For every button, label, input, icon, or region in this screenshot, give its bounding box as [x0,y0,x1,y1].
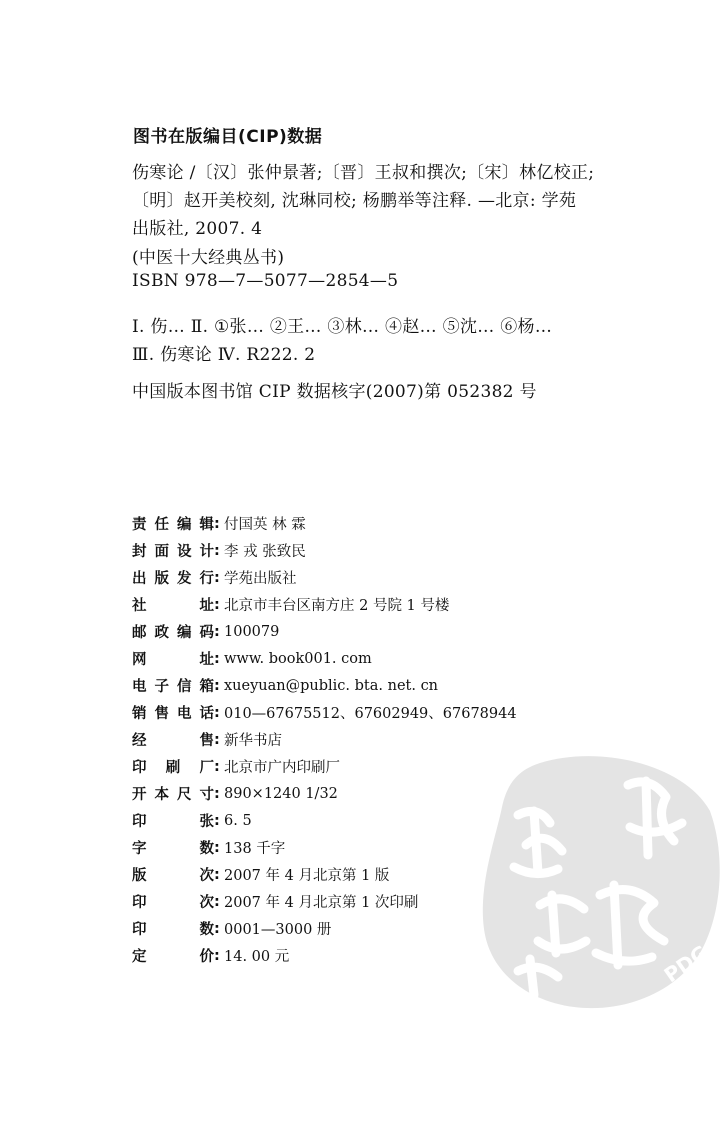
info-value: xueyuan@public. bta. net. cn [224,677,439,694]
cip-heading: 图书在版编目(CIP)数据 [133,127,323,147]
pdg-watermark-text: PDG [659,940,713,988]
cip-classification-2: Ⅲ. 伤寒论 Ⅳ. R222. 2 [132,345,316,365]
info-value: 890×1240 1/32 [224,785,338,802]
info-label: 印张 [132,814,214,830]
info-row-printing: 印次 : 2007 年 4 月北京第 1 次印刷 [132,888,652,915]
info-value: 2007 年 4 月北京第 1 版 [224,868,390,884]
info-value: 138 千字 [224,841,286,857]
cip-classification-1: Ⅰ. 伤… Ⅱ. ①张… ②王… ③林… ④赵… ⑤沈… ⑥杨… [132,317,553,337]
info-label: 印次 [132,895,214,911]
info-value: 李 戎 张致民 [224,544,306,560]
info-label: 字数 [132,841,214,857]
info-value: www. book001. com [224,650,372,667]
info-label: 经售 [132,733,214,749]
info-label: 封面设计 [132,544,214,560]
info-value: 新华书店 [224,733,282,749]
info-value: 付国英 林 霖 [224,517,306,533]
info-row-publisher: 出版发行 : 学苑出版社 [132,564,652,591]
info-value: 北京市广内印刷厂 [224,760,340,776]
info-value: 100079 [224,623,280,640]
info-label: 开本尺寸 [132,787,214,803]
info-label: 责任编辑 [132,517,214,533]
info-label: 社址 [132,598,214,614]
cip-record-number: 中国版本图书馆 CIP 数据核字(2007)第 052382 号 [132,382,537,402]
cip-line-1: 伤寒论 /〔汉〕张仲景著;〔晋〕王叔和撰次;〔宋〕林亿校正; [132,163,595,183]
cip-series: (中医十大经典丛书) [132,248,285,268]
info-label: 版次 [132,868,214,884]
info-value: 14. 00 元 [224,949,290,965]
info-value: 2007 年 4 月北京第 1 次印刷 [224,895,419,911]
pdg-seal-watermark [478,745,723,1015]
info-label: 定价 [132,949,214,965]
info-row-sales-phone: 销售电话 : 010—67675512、67602949、67678944 [132,699,652,726]
cip-line-2: 〔明〕赵开美校刻, 沈琳同校; 杨鹏举等注释. —北京: 学苑 [132,191,577,211]
info-row-edition: 版次 : 2007 年 4 月北京第 1 版 [132,861,652,888]
info-label: 销售电话 [132,706,214,722]
info-label: 电子信箱 [132,679,214,695]
info-row-print-run: 印数 : 0001—3000 册 [132,915,652,942]
info-row-email: 电子信箱 : xueyuan@public. bta. net. cn [132,672,652,699]
info-value: 6. 5 [224,812,252,829]
info-label: 网址 [132,652,214,668]
info-label: 印数 [132,922,214,938]
cip-isbn: ISBN 978—7—5077—2854—5 [132,271,399,291]
info-row-distributor: 经售 : 新华书店 [132,726,652,753]
info-row-sheets: 印张 : 6. 5 [132,807,652,834]
info-row-format: 开本尺寸 : 890×1240 1/32 [132,780,652,807]
info-row-address: 社址 : 北京市丰台区南方庄 2 号院 1 号楼 [132,591,652,618]
info-row-price: 定价 : 14. 00 元 [132,942,652,969]
info-value: 学苑出版社 [224,571,297,587]
info-row-postcode: 邮政编码 : 100079 [132,618,652,645]
info-row-editor: 责任编辑 : 付国英 林 霖 [132,510,652,537]
info-row-word-count: 字数 : 138 千字 [132,834,652,861]
info-row-website: 网址 : www. book001. com [132,645,652,672]
info-row-cover-design: 封面设计 : 李 戎 张致民 [132,537,652,564]
info-row-printer: 印刷厂 : 北京市广内印刷厂 [132,753,652,780]
info-value: 北京市丰台区南方庄 2 号院 1 号楼 [224,598,450,614]
cip-line-3: 出版社, 2007. 4 [132,219,263,239]
info-label: 印刷厂 [132,760,214,776]
info-label: 出版发行 [132,571,214,587]
info-value: 010—67675512、67602949、67678944 [224,706,517,722]
info-label: 邮政编码 [132,625,214,641]
info-value: 0001—3000 册 [224,922,332,938]
